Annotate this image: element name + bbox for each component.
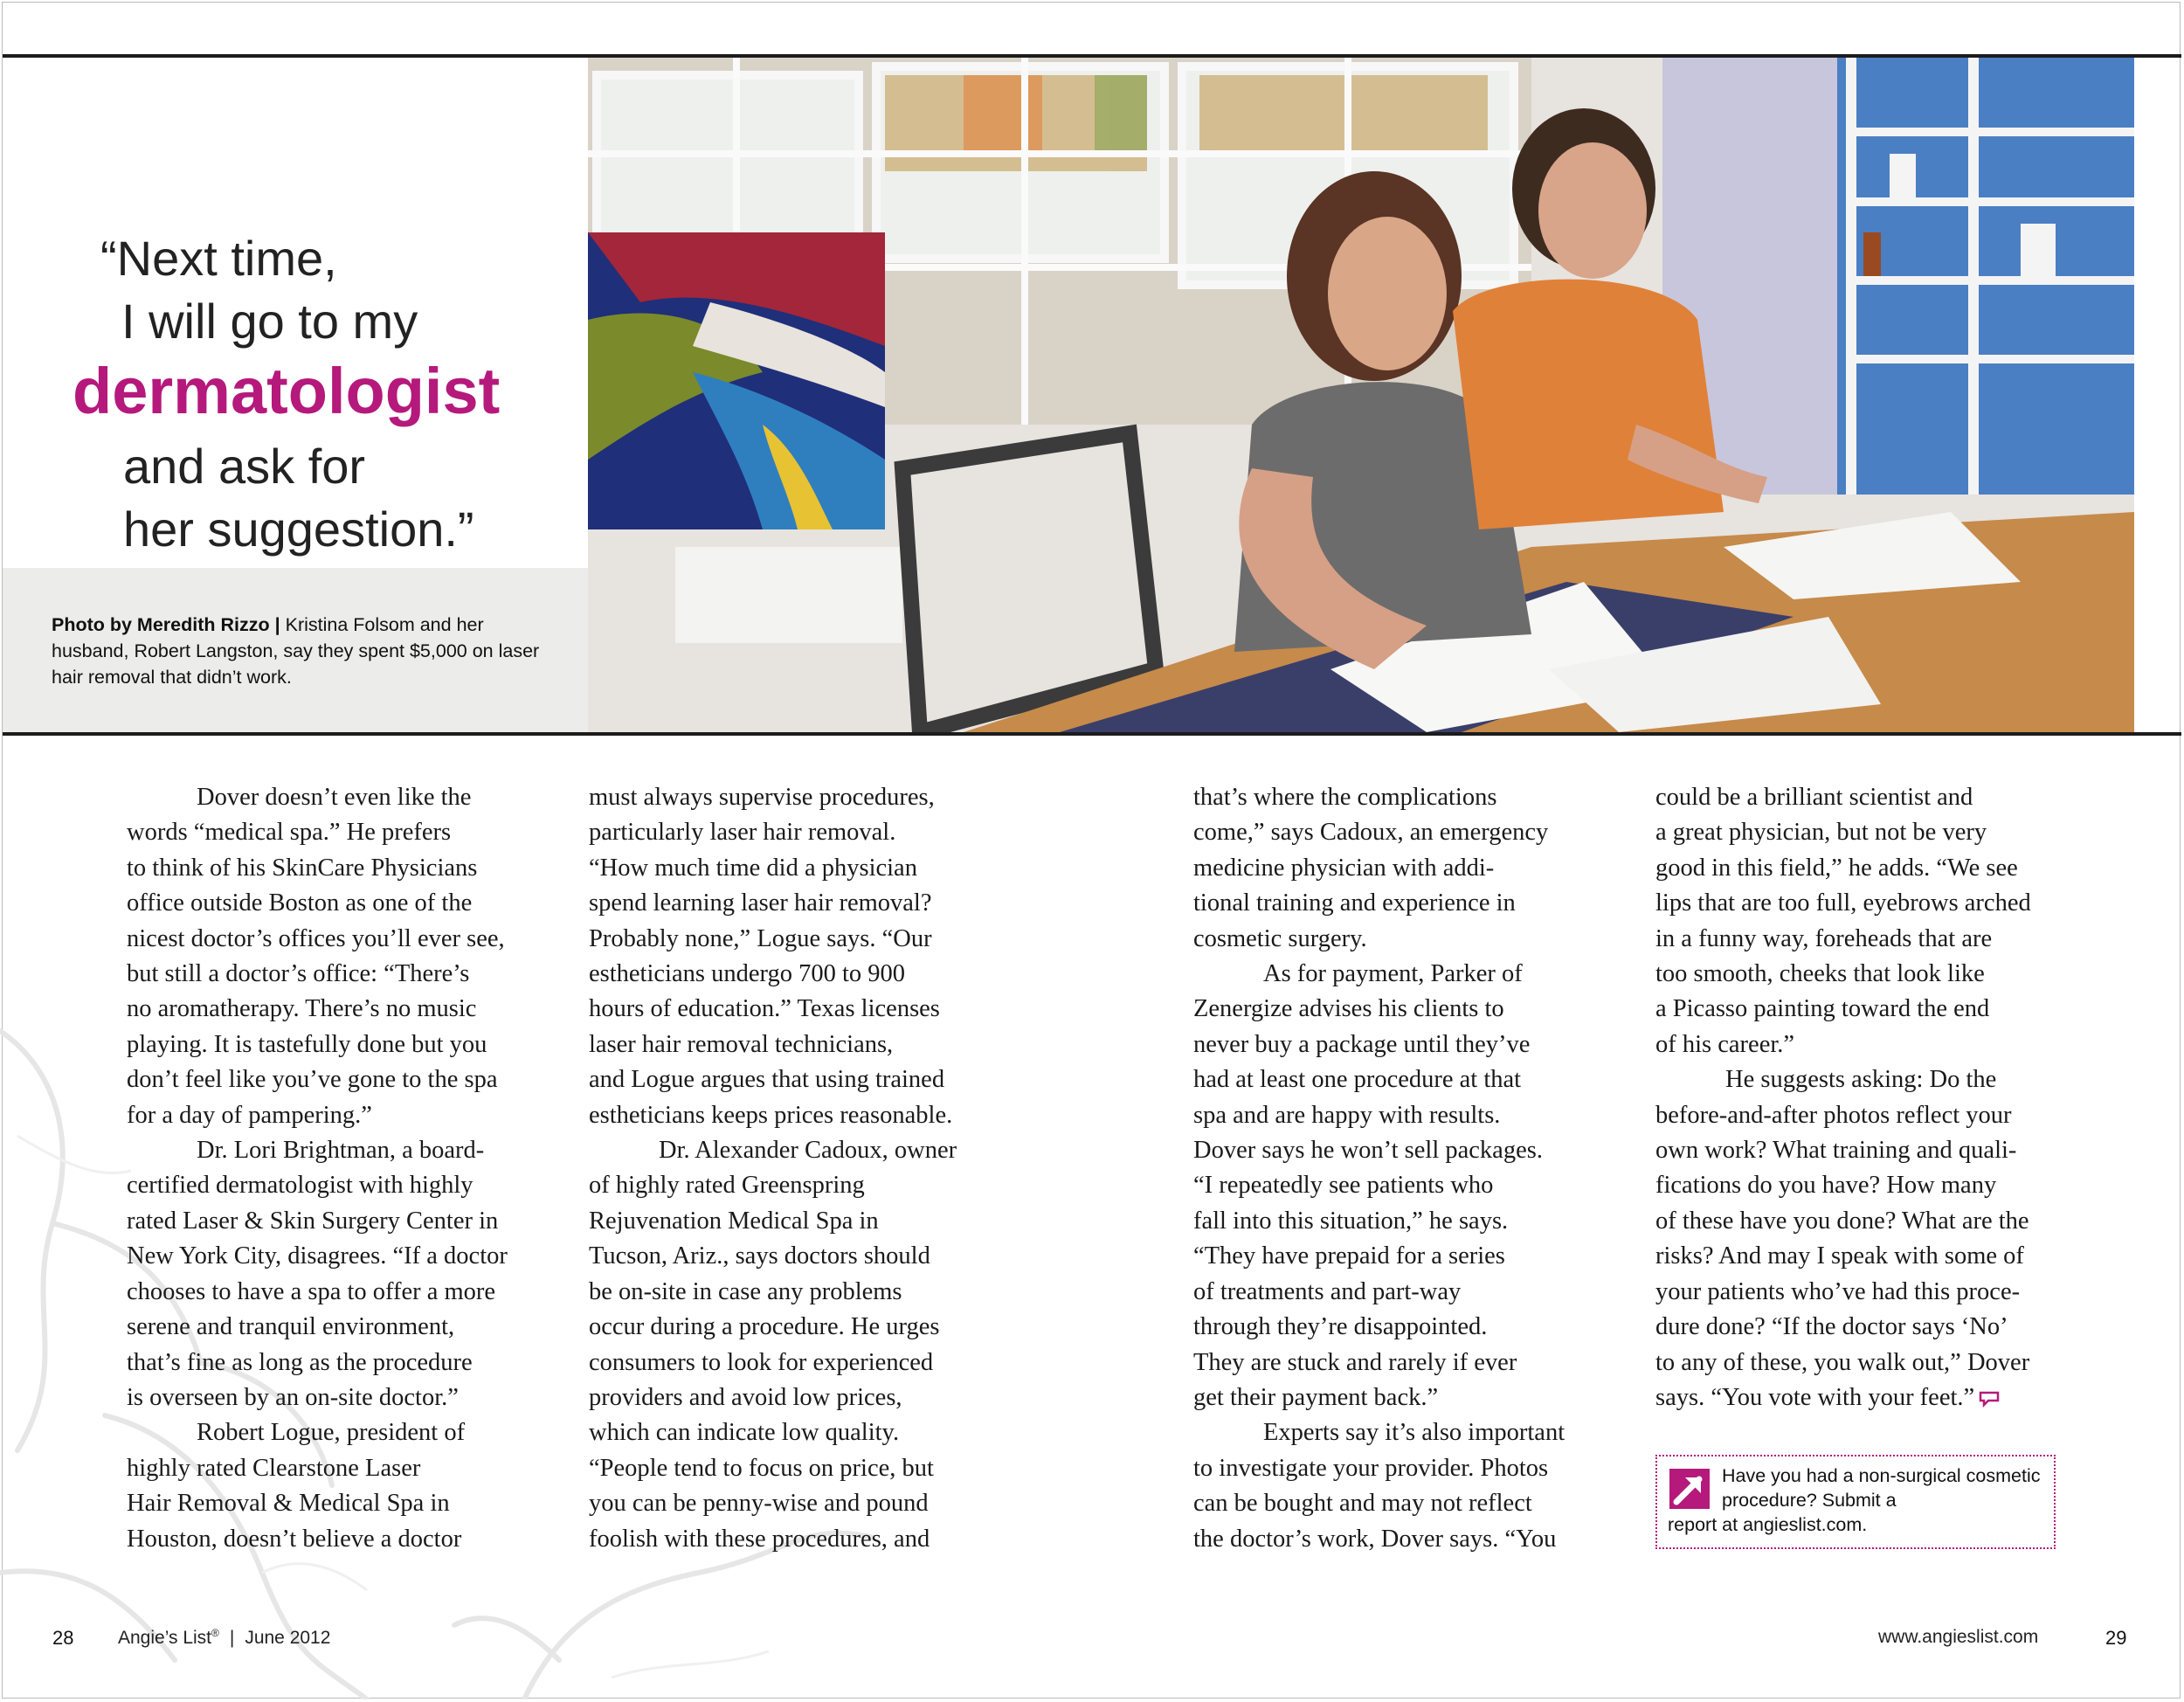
issue-date: June 2012 (245, 1628, 331, 1648)
article-line: “They have prepaid for a series (1193, 1242, 1505, 1270)
article-line: that’s where the complications (1193, 784, 1497, 811)
article-line: Probably none,” Logue says. “Our (589, 924, 932, 952)
photo-caption-panel (3, 568, 588, 732)
article-line: cosmetic surgery. (1193, 924, 1367, 952)
article-line: estheticians undergo 700 to 900 (589, 960, 905, 988)
article-line: dure done? “If the doctor says ‘No’ (1655, 1313, 2008, 1341)
article-line: of his career.” (1655, 1030, 1795, 1058)
publication-name: Angie’s List (118, 1628, 212, 1648)
article-line: to any of these, you walk out,” Dover (1655, 1348, 2030, 1376)
photo-credit: Photo by Meredith Rizzo | (52, 614, 280, 635)
quote-highlight: dermatologist (73, 355, 501, 427)
article-line: medicine physician with addi- (1193, 854, 1495, 882)
article-line: come,” says Cadoux, an emergency (1193, 819, 1549, 847)
article-line: a great physician, but not be very (1655, 819, 1987, 847)
article-line: particularly laser hair removal. (589, 819, 896, 847)
article-line: “How much time did a physician (589, 854, 917, 882)
article-line: Zenergize advises his clients to (1193, 995, 1504, 1023)
article-line: providers and avoid low prices, (589, 1383, 902, 1411)
article-line: you can be penny-wise and pound (589, 1490, 929, 1518)
article-line: never buy a package until they’ve (1193, 1030, 1531, 1058)
article-line: hours of education.” Texas licenses (589, 995, 940, 1023)
article-line: no aromatherapy. There’s no music (127, 995, 477, 1023)
article-line: Dr. Alexander Cadoux, owner (659, 1137, 957, 1165)
article-line: to think of his SkinCare Physicians (127, 854, 478, 882)
footer-url[interactable]: www.angieslist.com (1878, 1627, 2039, 1647)
article-line: but still a doctor’s office: “There’s (127, 960, 470, 988)
article-line: be on-site in case any problems (589, 1277, 902, 1305)
article-column-1 (127, 780, 546, 1557)
article-line: fall into this situation,” he says. (1193, 1207, 1509, 1235)
quote-line: I will go to my (121, 294, 418, 349)
article-column-2 (589, 780, 1008, 1557)
article-line: says. “You vote with your feet.” (1655, 1380, 2075, 1415)
article-line: for a day of pampering.” (127, 1101, 372, 1129)
article-line: office outside Boston as one of the (127, 889, 473, 917)
pull-quote-panel (3, 58, 588, 568)
article-line: tional training and experience in (1193, 889, 1516, 917)
article-line: own work? What training and quali- (1655, 1137, 2017, 1165)
section-rule (3, 732, 2181, 736)
article-line: can be bought and may not reflect (1193, 1490, 1532, 1518)
article-column-3 (1193, 780, 1613, 1557)
article-line: consumers to look for experienced (589, 1348, 934, 1376)
article-line: through they’re disappointed. (1193, 1313, 1488, 1341)
article-line: Rejuvenation Medical Spa in (589, 1207, 879, 1235)
article-line: laser hair removal technicians, (589, 1030, 894, 1058)
article-line: fications do you have? How many (1655, 1172, 1997, 1200)
article-line: get their payment back.” (1193, 1383, 1439, 1411)
article-line: occur during a procedure. He urges (589, 1313, 940, 1341)
article-line: of these have you done? What are the (1655, 1207, 2029, 1235)
photo-caption (52, 612, 541, 690)
footer-publication (118, 1627, 330, 1649)
article-line: serene and tranquil environment, (127, 1313, 455, 1341)
article-line: could be a brilliant scientist and (1655, 784, 1973, 811)
article-line: highly rated Clearstone Laser (127, 1454, 421, 1482)
article-line: too smooth, cheeks that look like (1655, 960, 1985, 988)
article-line: the doctor’s work, Dover says. “You (1193, 1525, 1557, 1553)
article-line: don’t feel like you’ve gone to the spa (127, 1066, 498, 1094)
article-line: good in this field,” he adds. “We see (1655, 854, 2018, 882)
article-line: before-and-after photos reflect your (1655, 1101, 2012, 1129)
article-line: and Logue argues that using trained (589, 1066, 945, 1094)
article-line: of treatments and part-way (1193, 1277, 1462, 1305)
article-line: of highly rated Greenspring (589, 1172, 865, 1200)
article-line: Dover doesn’t even like the (197, 784, 472, 811)
article-line: your patients who’ve had this proce- (1655, 1277, 2021, 1305)
article-line: which can indicate low quality. (589, 1419, 900, 1447)
article-line: to investigate your provider. Photos (1193, 1454, 1549, 1482)
article-line: nicest doctor’s offices you’ll ever see, (127, 924, 505, 952)
article-line: lips that are too full, eyebrows arched (1655, 889, 2031, 917)
end-mark-icon (1974, 1384, 2001, 1411)
article-line: that’s fine as long as the procedure (127, 1348, 473, 1376)
article-line: Tucson, Ariz., says doctors should (589, 1242, 930, 1270)
article-line: Dover says he won’t sell packages. (1193, 1137, 1543, 1165)
arrow-icon (1669, 1469, 1710, 1509)
callout-link-text[interactable]: report at angieslist.com. (1668, 1514, 1868, 1535)
article-line: Hair Removal & Medical Spa in (127, 1490, 450, 1518)
article-line: Experts say it’s also important (1263, 1419, 1565, 1447)
submit-report-callout[interactable] (1655, 1455, 2056, 1549)
article-line: “I repeatedly see patients who (1193, 1172, 1494, 1200)
feature-photo (588, 58, 2134, 732)
article-line: spend learning laser hair removal? (589, 889, 932, 917)
article-line: risks? And may I speak with some of (1655, 1242, 2024, 1270)
article-line: “People tend to focus on price, but (589, 1454, 934, 1482)
article-line: is overseen by an on-site doctor.” (127, 1383, 459, 1411)
callout-text: Have you had a non-surgical cosmetic procedure? Submit a (1722, 1465, 2041, 1511)
article-line: Dr. Lori Brightman, a board- (197, 1137, 485, 1165)
quote-line: “Next time, (100, 231, 337, 286)
article-line: certified dermatologist with highly (127, 1172, 473, 1200)
quote-line: her suggestion.” (123, 502, 474, 557)
article-line: He suggests asking: Do the (1725, 1066, 1997, 1094)
article-line: foolish with these procedures, and (589, 1525, 930, 1553)
article-line: chooses to have a spa to offer a more (127, 1277, 496, 1305)
article-line: As for payment, Parker of (1263, 960, 1523, 988)
article-line: a Picasso painting toward the end (1655, 995, 1990, 1023)
article-line: must always supervise procedures, (589, 784, 935, 811)
article-line: words “medical spa.” He prefers (127, 819, 452, 847)
registered-mark: ® (211, 1627, 219, 1639)
caption-text: Kristina Folsom and her husband, Robert Langston, say they spent $5,000 on laser hair removal that didn’t work. (52, 614, 540, 688)
article-line: in a funny way, foreheads that are (1655, 924, 1993, 952)
article-line: rated Laser & Skin Surgery Center in (127, 1207, 499, 1235)
footer-separator: | (229, 1628, 235, 1648)
article-line: had at least one procedure at that (1193, 1066, 1522, 1094)
article-line: playing. It is tastefully done but you (127, 1030, 487, 1058)
article-line: New York City, disagrees. “If a doctor (127, 1242, 508, 1270)
article-column-4 (1655, 780, 2075, 1415)
page-number-left: 28 (52, 1627, 74, 1649)
article-line: estheticians keeps prices reasonable. (589, 1101, 953, 1129)
quote-line: and ask for (123, 439, 366, 494)
article-line: Houston, doesn’t believe a doctor (127, 1525, 462, 1553)
page-number-right: 29 (2105, 1627, 2127, 1649)
article-line: Robert Logue, president of (197, 1419, 466, 1447)
article-line: spa and are happy with results. (1193, 1101, 1501, 1129)
article-line: They are stuck and rarely if ever (1193, 1348, 1517, 1376)
